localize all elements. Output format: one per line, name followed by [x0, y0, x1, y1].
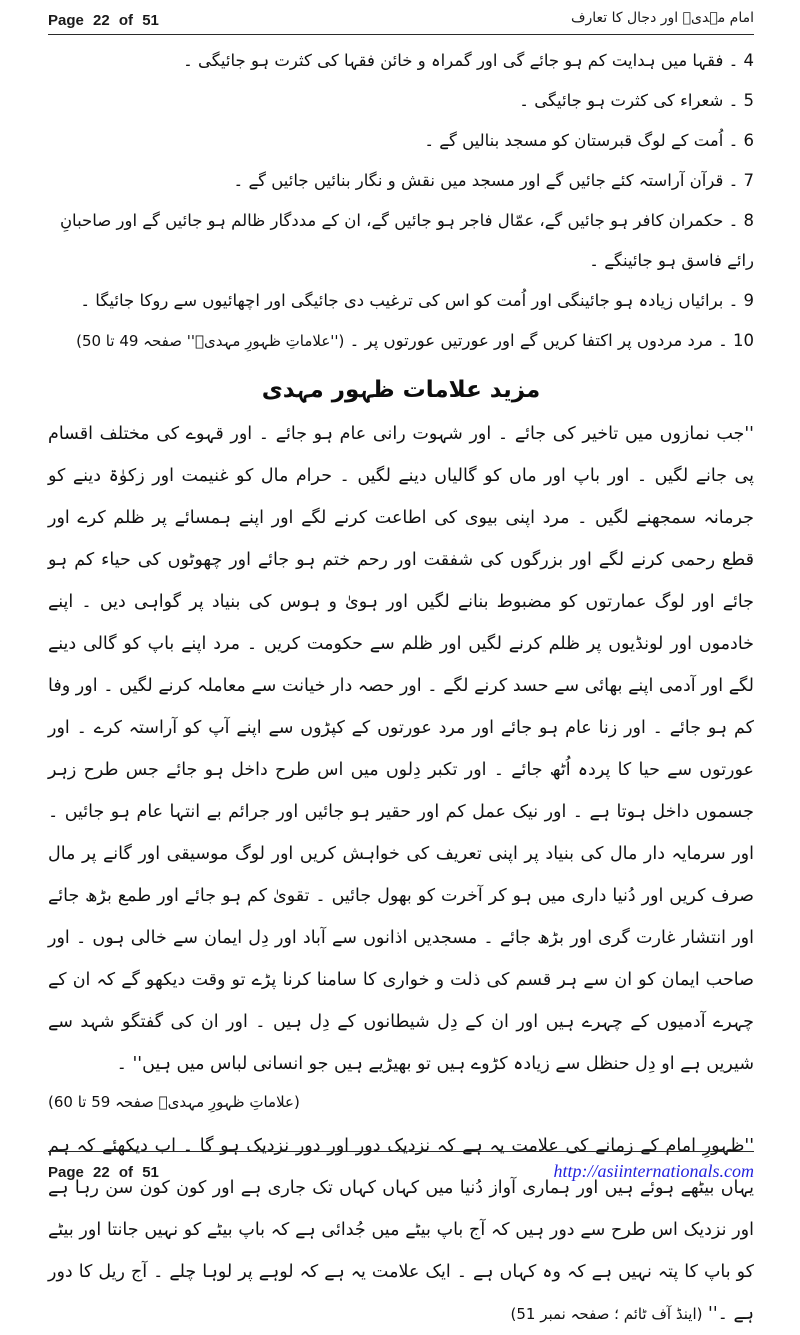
list-item-text: 5 ۔ شعراء کی کثرت ہو جائیگی ۔ — [519, 91, 754, 110]
quote2-citation: (اینڈ آف ٹائم ؛ صفحہ نمبر 51) — [510, 1305, 703, 1323]
footer-site-link[interactable]: http://asiinternationals.com — [553, 1161, 754, 1181]
list-item — [48, 281, 754, 321]
list-item — [48, 321, 754, 361]
quote-paragraph-1: ''جب نمازوں میں تاخیر کی جائے ۔ اور شہوت رانی عام ہو جائے ۔ اور قہوے کی مختلف اقسام پی جانے لگیں ۔ اور باپ اور ماں کو گالیاں دینے لگیں ۔ حرام مال کو غنیمت اور زکوٰۃ دینے کو جرمانہ سمجھنے لگیں ۔ مرد اپنی بیوی کی اطاعت کرنے لگے اور اپنے ہمسائے پر ظلم کرے اور قطع رحمی کرنے لگے اور بزرگوں کی شفقت اور رحم ختم ہو جائے اور چھوٹوں کی حیاء کم ہو جائے اور لوگ عمارتوں کو مضبوط بنانے لگیں اور ہویٰ و ہوس کی بنیاد پر گواہی دیں ۔ اپنے خادموں اور لونڈیوں پر ظلم کرنے لگیں اور ظلم سے حکومت کریں ۔ مرد اپنے باپ کو گالی دینے لگے اور آدمی اپنے بھائی سے حسد کرنے لگے ۔ اور حصہ دار خیانت سے معاملہ کرنے لگیں ۔ اور وفا کم ہو جائے ۔ اور زنا عام ہو جائے اور مرد عورتوں کے کپڑوں سے اپنے آپ کو آراستہ کرے ۔ اور عورتوں سے حیا کا پردہ اُٹھ جائے ۔ اور تکبر دِلوں میں اس طرح داخل ہو جائے جس طرح زہر جسموں داخل ہوتا ہے ۔ اور نیک عمل کم اور حقیر ہو جائیں اور جرائم بے انتہا عام ہو جائیں ۔ اور سرمایہ دار مال کی بنیاد پر اپنی تعریف کی خواہش کریں اور لوگ موسیقی اور گانے پر مال صرف کریں اور دُنیا داری میں ہو کر آخرت کو بھول جائیں ۔ تقویٰ کم ہو جائے اور طمع بڑھ جائے اور انتشار غارت گری اور بڑھ جائے ۔ مسجدیں اذانوں سے آباد اور دِل ایمان سے خالی ہوں ۔ اور صاحب ایمان کو ان سے ہر قسم کی ذلت و خواری کا سامنا کرنا پڑے تو وقت دیکھو گے کہ ان کے چہرے آدمیوں کے چہرے ہیں اور ان کے دِل شیطانوں کے دِل ہیں ۔ اور ان کی گفتگو شہد سے شیریں ہے او دِل حنظل سے زیادہ کڑوے ہیں تو بھیڑیے ہیں جو انسانی لباس میں ہیں'' ۔ — [48, 424, 754, 1074]
list-item-text: 10 ۔ مرد مردوں پر اکتفا کریں گے اور عورتیں عورتوں پر ۔ — [349, 331, 754, 350]
list-item-text: 9 ۔ برائیاں زیادہ ہو جائینگی اور اُمت کو اس کی ترغیب دی جائیگی اور اچھائیوں سے روکا جائیگا ۔ — [80, 291, 754, 310]
list-item-text: 7 ۔ قرآن آراستہ کئے جائیں گے اور مسجد میں نقش و نگار بنائیں جائیں گے ۔ — [233, 171, 754, 190]
list-item-text: 8 ۔ حکمران کافر ہو جائیں گے، عمّال فاجر ہو جائیں گے، ان کے مددگار ظالم ہو جائیں گے اور صاحبانِ رائے فاسق ہو جائینگے ۔ — [59, 211, 754, 270]
header-page-number: Page 22 of 51 — [48, 12, 159, 29]
list-item — [48, 201, 754, 281]
signs-list — [48, 41, 754, 361]
header-book-title: امام مہدیؑ اور دجال کا تعارف — [570, 10, 754, 26]
quote1-citation: (علاماتِ ظہورِ مہدیؑ صفحہ 59 تا 60) — [48, 1093, 300, 1111]
quote2-text: ''ظہورِ امام کے زمانے کی علامت یہ ہے کہ نزدیک دور اور دور نزدیک ہو گا ۔ اب دیکھئے کہ ہم یہاں بیٹھے ہوئے ہیں اور ہماری آواز دُنیا میں کہاں کہاں تک جاری ہے اور کون کون سن رہا ہے اور نزدیک اس طرح سے دور ہیں کہ آج باپ بیٹے میں جُدائی ہے کہ باپ بیٹے کو نہیں جانتا اور بیٹے کو باپ کا پتہ نہیں ہے کہ وہ کہاں ہے ۔ ایک علامت یہ ہے کہ لوہے پر لوہا چلے ۔ آج ریل کا دور ہے ۔'' — [48, 1136, 754, 1324]
page-header — [48, 10, 754, 29]
section-heading: مزید علامات ظہور مہدی — [261, 377, 541, 403]
page-footer — [48, 1151, 754, 1182]
footer-page-number: Page 22 of 51 — [48, 1164, 159, 1181]
list-item-citation: (''علاماتِ ظہورِ مہدیؑ'' صفحہ 49 تا 50) — [76, 332, 345, 350]
list-item-text: 6 ۔ اُمت کے لوگ قبرستان کو مسجد بنالیں گے ۔ — [424, 131, 754, 150]
header-divider — [48, 34, 754, 35]
list-item — [48, 161, 754, 201]
list-item — [48, 121, 754, 161]
list-item — [48, 41, 754, 81]
list-item — [48, 81, 754, 121]
list-item-text: 4 ۔ فقہا میں ہدایت کم ہو جائے گی اور گمراہ و خائن فقہا کی کثرت ہو جائیگی ۔ — [183, 51, 754, 70]
